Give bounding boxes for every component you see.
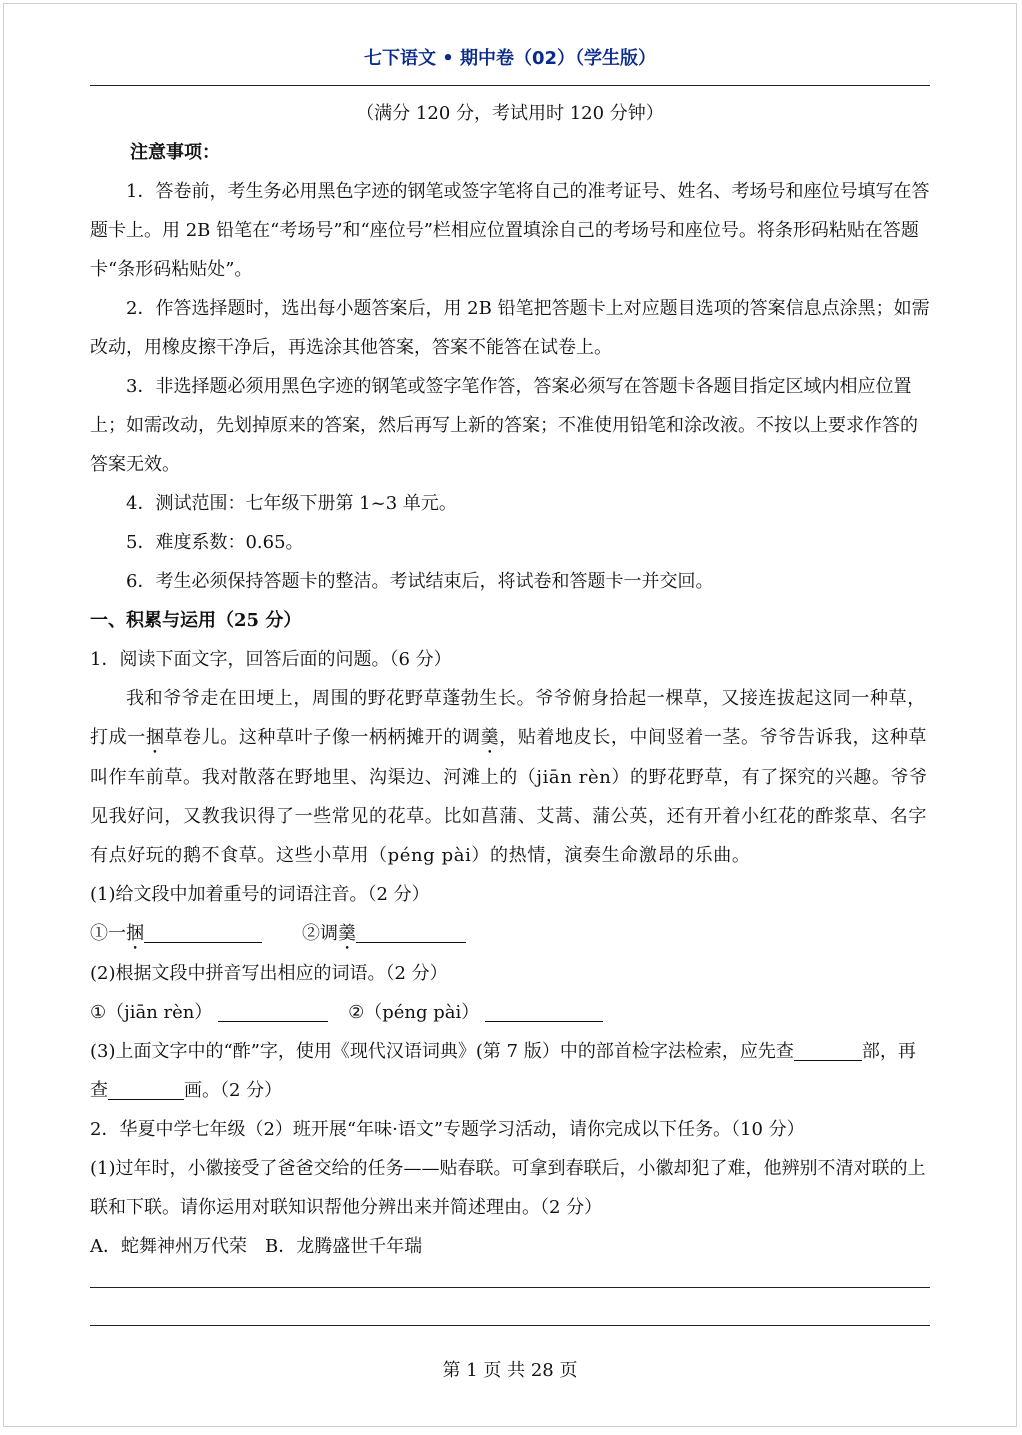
question-2-options: A．蛇舞神州万代荣 B．龙腾盛世千年瑞	[90, 1236, 423, 1257]
notice-item-2: 2．作答选择题时，选出每小题答案后，用 2B 铅笔把答题卡上对应题目选项的答案信息点涂黑；如需改动，用橡皮擦干净后，再选涂其他答案，答案不能答在试卷上。	[90, 298, 930, 358]
sub-question-3-text-3: 画。（2 分）	[184, 1080, 283, 1101]
question-2-sub-1: (1)过年时，小徽接受了爸爸交给的任务——贴春联。可拿到春联后，小徽却犯了难，他辨别不清对联的上联和下联。请你运用对联知识帮他分辨出来并简述理由。（2 分）	[90, 1158, 926, 1218]
answer-2a-label: ①（jiān rèn）	[90, 1002, 213, 1023]
section-title: 一、积累与运用（25 分）	[90, 610, 302, 631]
answer-3a-blank[interactable]	[794, 1036, 862, 1061]
answer-1a-blank[interactable]	[144, 918, 262, 943]
sub-question-2-answers	[90, 993, 930, 1032]
sub-question-3-text-2: 部，再查	[90, 1041, 916, 1101]
header-divider	[90, 85, 930, 86]
answer-2a-blank[interactable]	[218, 997, 328, 1022]
answer-1b-label: ②调	[302, 923, 338, 944]
answer-line-2[interactable]	[90, 1325, 930, 1326]
notice-item-1: 1．答卷前，考生务必用黑色字迹的钢笔或签字笔将自己的准考证号、姓名、考场号和座位号填写在答题卡上。用 2B 铅笔在“考场号”和“座位号”栏相应位置填涂自己的考场号和座位号。将条形码粘贴在答题卡“条形码粘贴处”。	[90, 181, 930, 280]
answer-2b-blank[interactable]	[485, 997, 603, 1022]
answer-1a-label: ①一	[90, 923, 126, 944]
passage-text-3: ，贴着地皮长，中间竖着一茎。爷爷告诉我，这种草叫作车前草。我对散落在野地里、沟渠边、河滩上的（jiān rèn）的野花野草，有了探究的兴趣。爷爷见我好问，又教我识得了一些常见的花草。比如菖蒲、艾蒿、蒲公英，还有开着小红花的酢浆草、名字有点好玩的鹅不食草。这些小草用（péng pài）的热情，演奏生命激昂的乐曲。	[90, 727, 928, 866]
exam-page	[3, 3, 1017, 1427]
notice-heading: 注意事项：	[130, 142, 220, 163]
emphasis-word-1: 捆	[145, 727, 165, 748]
notice-item-3: 3．非选择题必须用黑色字迹的钢笔或签字笔作答，答案必须写在答题卡各题目指定区域内相应位置上；如需改动，先划掉原来的答案，然后再写上新的答案；不准使用铅笔和涂改液。不按以上要求作答的答案无效。	[90, 376, 918, 475]
page-header: 七下语文 • 期中卷（02）（学生版）	[363, 48, 657, 69]
notice-item-6: 6．考生必须保持答题卡的整洁。考试结束后，将试卷和答题卡一并交回。	[126, 571, 714, 592]
notice-item-5: 5．难度系数：0.65。	[126, 532, 304, 553]
page-footer: 第 1 页 共 28 页	[442, 1360, 578, 1381]
exam-subtitle: （满分 120 分，考试用时 120 分钟）	[356, 103, 664, 124]
question-2-stem: 2．华夏中学七年级（2）班开展“年味·语文”专题学习活动，请你完成以下任务。（10 分）	[90, 1119, 805, 1140]
reading-passage	[90, 679, 930, 875]
notice-item-4: 4．测试范围：七年级下册第 1~3 单元。	[126, 493, 457, 514]
sub-question-2-stem: (2)根据文段中拼音写出相应的词语。（2 分）	[90, 963, 448, 984]
passage-text-1: 我和爷爷走在田埂上，周围的野花野草蓬勃生长。爷爷俯身拾起一棵草，又接连拔起这同一种草，打成一	[90, 688, 926, 748]
passage-text-2: 草卷儿。这种草叶子像一柄柄摊开的调	[164, 727, 481, 748]
exam-content	[90, 94, 930, 1266]
sub-question-1-answers	[90, 914, 930, 954]
answer-3b-blank[interactable]	[108, 1075, 184, 1100]
answer-1b-word: 羹	[338, 923, 356, 944]
answer-1b-blank[interactable]	[356, 918, 466, 943]
answer-2b-label: ②（péng pài）	[348, 1002, 480, 1023]
answer-line-1[interactable]	[90, 1287, 930, 1288]
sub-question-3-text-1: (3)上面文字中的“酢”字，使用《现代汉语词典》(第 7 版）中的部首检字法检索，应先查	[90, 1041, 794, 1062]
sub-question-3	[90, 1032, 930, 1110]
sub-question-1-stem: (1)给文段中加着重号的词语注音。（2 分）	[90, 884, 430, 905]
question-1-stem: 1．阅读下面文字，回答后面的问题。（6 分）	[90, 649, 452, 670]
answer-1a-word: 捆	[126, 923, 144, 944]
emphasis-word-2: 羹	[480, 727, 500, 748]
